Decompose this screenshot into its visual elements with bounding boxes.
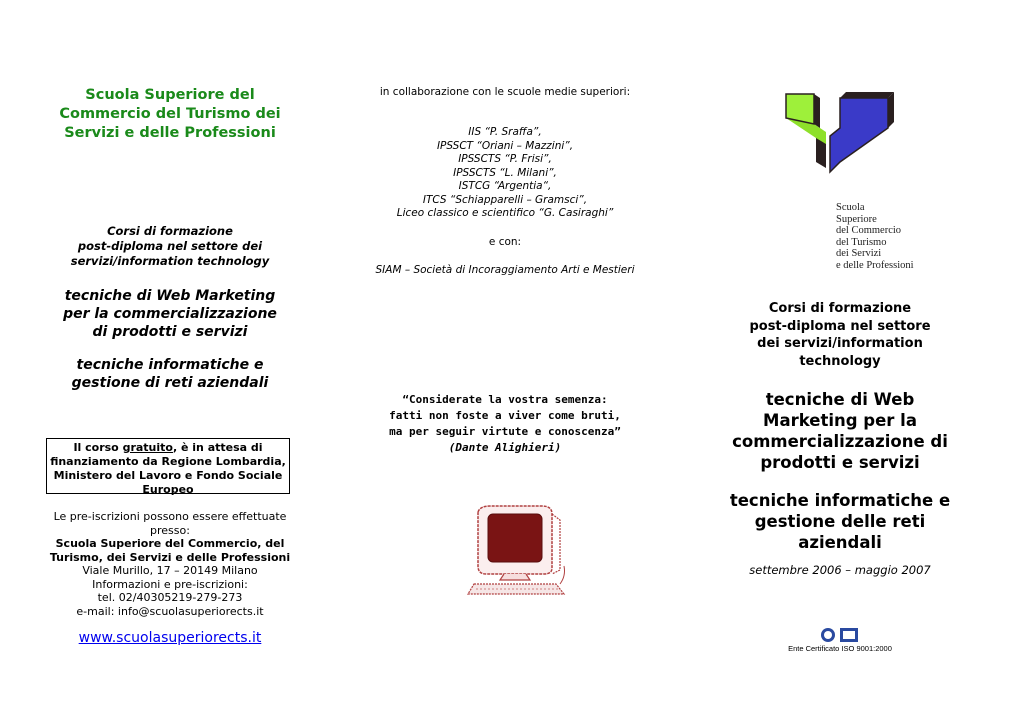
left-courses-heading	[45, 224, 295, 269]
courses-line: post-diploma nel settore dei	[77, 239, 263, 253]
and-with-label: e con:	[488, 236, 522, 248]
logo-text-line: Superiore	[836, 213, 877, 225]
funding-rest: , è in attesa di finanziamento da Regione Lombardia, Ministero del Lavoro e Fondo Sociale Europeo	[50, 441, 286, 496]
list-item: IPSSCTS “P. Frisi”,	[458, 153, 552, 165]
right-topic-networks	[710, 490, 970, 553]
list-item: ITCS “Schiapparelli – Gramsci”,	[422, 193, 588, 206]
website-link[interactable]: www.scuolasuperiorects.it	[78, 630, 262, 646]
logo-text-line: dei Servizi	[836, 248, 882, 259]
email[interactable]: e-mail: info@scuolasuperiorects.it	[76, 604, 264, 618]
list-item: IPSSCT “Oriani – Mazzini”,	[436, 139, 574, 152]
list-item: IPSSCTS “L. Milani”,	[453, 166, 557, 179]
courses-line: technology	[799, 353, 881, 369]
logo-text-line: del Commercio	[836, 225, 902, 236]
school-title: Scuola Superiore del Commercio del Turismo dei Servizi e delle Professioni	[59, 87, 281, 141]
topic-line: aziendali	[798, 533, 882, 552]
school-logo-icon	[780, 88, 900, 183]
topic-line: di prodotti e servizi	[92, 324, 248, 340]
topic-line: commercializzazione di	[732, 432, 948, 451]
topic-line: tecniche informatiche e	[729, 491, 951, 510]
quote-line: ma per seguir virtute e conoscenza”	[389, 425, 621, 438]
right-courses-heading	[720, 300, 960, 370]
logo-text-line: del Turismo	[836, 236, 887, 248]
list-item: Liceo classico e scientifico “G. Casiraghi”	[396, 207, 614, 219]
siam-partner: SIAM – Società di Incoraggiamento Arti e Mestieri	[375, 264, 635, 276]
topic-line: prodotti e servizi	[760, 453, 920, 472]
courses-line: post-diploma nel settore	[749, 318, 931, 334]
quote-line: fatti non foste a viver come bruti,	[389, 409, 621, 422]
topic-line: Marketing per la	[763, 411, 917, 430]
quote-line: “Considerate la vostra semenza:	[402, 393, 608, 406]
address: Viale Murillo, 17 – 20149 Milano	[82, 564, 258, 577]
left-topic-networks	[45, 356, 295, 392]
courses-line: dei servizi/information	[757, 336, 923, 351]
topic-line: tecniche informatiche e	[76, 357, 264, 373]
topic-line: gestione delle reti	[754, 512, 926, 531]
topic-line: tecniche di Web	[765, 390, 915, 409]
left-topic-web-marketing	[45, 287, 295, 341]
topic-line: per la commercializzazione	[63, 306, 277, 322]
partner-schools-list	[375, 126, 635, 221]
computer-illustration-icon	[460, 500, 570, 600]
collaboration-intro: in collaborazione con le scuole medie superiori:	[379, 86, 631, 98]
logo-text-line: e delle Professioni	[836, 259, 914, 271]
topic-line: gestione di reti aziendali	[71, 375, 269, 391]
funding-notice-box	[46, 438, 290, 494]
topic-line: tecniche di Web Marketing	[64, 288, 276, 304]
list-item: IIS “P. Sraffa”,	[468, 126, 542, 138]
courses-line: servizi/information technology	[70, 254, 270, 268]
quote-author: (Dante Alighieri)	[448, 441, 562, 454]
preiscr-school: Scuola Superiore del Commercio, del Turismo, dei Servizi e delle Professioni	[49, 537, 291, 564]
course-period: settembre 2006 – maggio 2007	[749, 563, 931, 577]
courses-line: Corsi di formazione	[768, 301, 912, 316]
preiscr-intro: Le pre-iscrizioni possono essere effettuate presso:	[53, 510, 287, 537]
list-item: ISTCG “Argentia“,	[458, 180, 552, 192]
courses-line: Corsi di formazione	[107, 224, 233, 238]
right-topic-web-marketing	[710, 389, 970, 473]
phone: tel. 02/40305219-279-273	[97, 591, 243, 604]
preregistration-info	[45, 510, 295, 618]
dante-quote	[365, 392, 645, 456]
certification-text: Ente Certificato ISO 9001:2000	[788, 644, 892, 653]
school-logo-text	[836, 202, 946, 271]
certification-logo-icon	[820, 627, 860, 643]
logo-text-line: Scuola	[836, 202, 865, 213]
funding-free-label: gratuito	[122, 441, 173, 454]
funding-prefix: Il corso	[73, 441, 123, 454]
info-label: Informazioni e pre-iscrizioni:	[92, 577, 248, 591]
